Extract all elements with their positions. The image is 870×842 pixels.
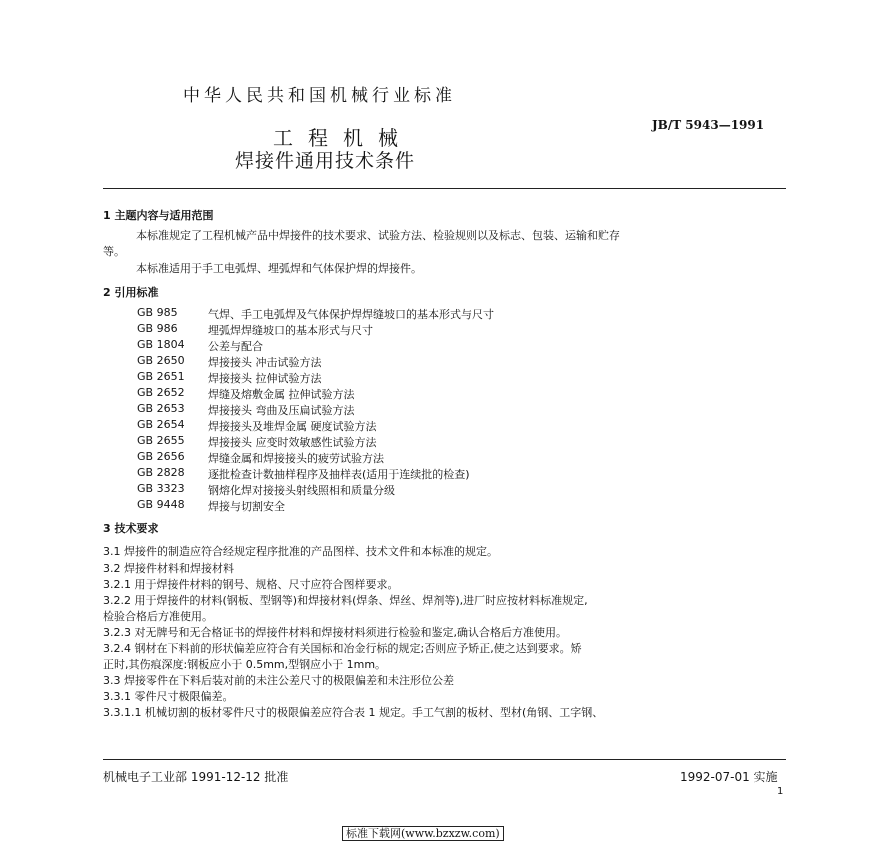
reference-title: 钢熔化焊对接接头射线照相和质量分级	[208, 484, 395, 497]
industry-title: 中华人民共和国机械行业标准	[183, 86, 456, 106]
reference-title: 气焊、手工电弧焊及气体保护焊焊缝坡口的基本形式与尺寸	[208, 308, 494, 321]
reference-code: GB 2650	[137, 354, 185, 367]
reference-code: GB 2828	[137, 466, 185, 479]
reference-code: GB 2655	[137, 434, 185, 447]
reference-title: 逐批检查计数抽样程序及抽样表(适用于连续批的检查)	[208, 468, 470, 481]
reference-title: 公差与配合	[208, 340, 263, 353]
reference-title: 焊接接头 应变时效敏感性试验方法	[208, 436, 377, 449]
reference-title: 焊缝及熔敷金属 拉伸试验方法	[208, 388, 355, 401]
section3-heading: 3 技术要求	[103, 522, 159, 535]
section2-heading: 2 引用标准	[103, 286, 159, 299]
reference-title: 焊接与切割安全	[208, 500, 285, 513]
section1-para2: 本标准适用于手工电弧焊、埋弧焊和气体保护焊的焊接件。	[136, 262, 422, 275]
reference-title: 焊接接头 冲击试验方法	[208, 356, 322, 369]
reference-code: GB 2656	[137, 450, 185, 463]
section3-line: 检验合格后方准使用。	[103, 610, 213, 623]
document-title-line2: 焊接件通用技术条件	[235, 150, 416, 172]
reference-code: GB 1804	[137, 338, 185, 351]
section3-line: 3.2 焊接件材料和焊接材料	[103, 562, 234, 575]
reference-code: GB 2653	[137, 402, 185, 415]
implementation-date: 1992-07-01 实施	[680, 770, 778, 784]
reference-code: GB 9448	[137, 498, 185, 511]
reference-code: GB 3323	[137, 482, 185, 495]
section3-line: 3.3.1 零件尺寸极限偏差。	[103, 690, 234, 703]
section3-line: 正时,其伤痕深度:钢板应小于 0.5mm,型钢应小于 1mm。	[103, 658, 387, 671]
header-divider	[103, 188, 786, 189]
section1-para1-line2: 等。	[103, 245, 125, 258]
section3-line: 3.3 焊接零件在下料后装对前的未注公差尺寸的极限偏差和未注形位公差	[103, 674, 454, 687]
reference-code: GB 2654	[137, 418, 185, 431]
reference-code: GB 2652	[137, 386, 185, 399]
section3-line: 3.2.2 用于焊接件的材料(钢板、型钢等)和焊接材料(焊条、焊丝、焊剂等),进厂时应按材料标准规定,	[103, 594, 588, 607]
reference-code: GB 2651	[137, 370, 185, 383]
document-title-line1: 工程机械	[273, 126, 413, 150]
section1-heading: 1 主题内容与适用范围	[103, 209, 214, 222]
reference-title: 焊接接头 拉伸试验方法	[208, 372, 322, 385]
section3-line: 3.2.3 对无牌号和无合格证书的焊接件材料和焊接材料须进行检验和鉴定,确认合格后方准使用。	[103, 626, 567, 639]
section3-line: 3.2.4 钢材在下料前的形状偏差应符合有关国标和冶金行标的规定;否则应予矫正,使之达到要求。矫	[103, 642, 582, 655]
reference-title: 焊接接头 弯曲及压扁试验方法	[208, 404, 355, 417]
footer-divider	[103, 759, 786, 760]
issuer-approval: 机械电子工业部 1991-12-12 批准	[103, 770, 289, 784]
page-number: 1	[777, 786, 784, 797]
section3-line: 3.2.1 用于焊接件材料的钢号、规格、尺寸应符合图样要求。	[103, 578, 399, 591]
reference-title: 焊缝金属和焊接接头的疲劳试验方法	[208, 452, 384, 465]
section3-line: 3.1 焊接件的制造应符合经规定程序批准的产品图样、技术文件和本标准的规定。	[103, 545, 498, 558]
section3-line: 3.3.1.1 机械切割的板材零件尺寸的极限偏差应符合表 1 规定。手工气割的板材、型材(角钢、工字钢、	[103, 706, 604, 719]
reference-title: 埋弧焊焊缝坡口的基本形式与尺寸	[208, 324, 373, 337]
reference-code: GB 986	[137, 322, 178, 335]
standard-code: JB/T 5943—1991	[652, 118, 765, 132]
reference-title: 焊接接头及堆焊金属 硬度试验方法	[208, 420, 377, 433]
section1-para1-line1: 本标准规定了工程机械产品中焊接件的技术要求、试验方法、检验规则以及标志、包装、运输和贮存	[136, 229, 620, 242]
source-watermark[interactable]: 标准下载网(www.bzxzw.com)	[342, 826, 504, 841]
reference-code: GB 985	[137, 306, 178, 319]
